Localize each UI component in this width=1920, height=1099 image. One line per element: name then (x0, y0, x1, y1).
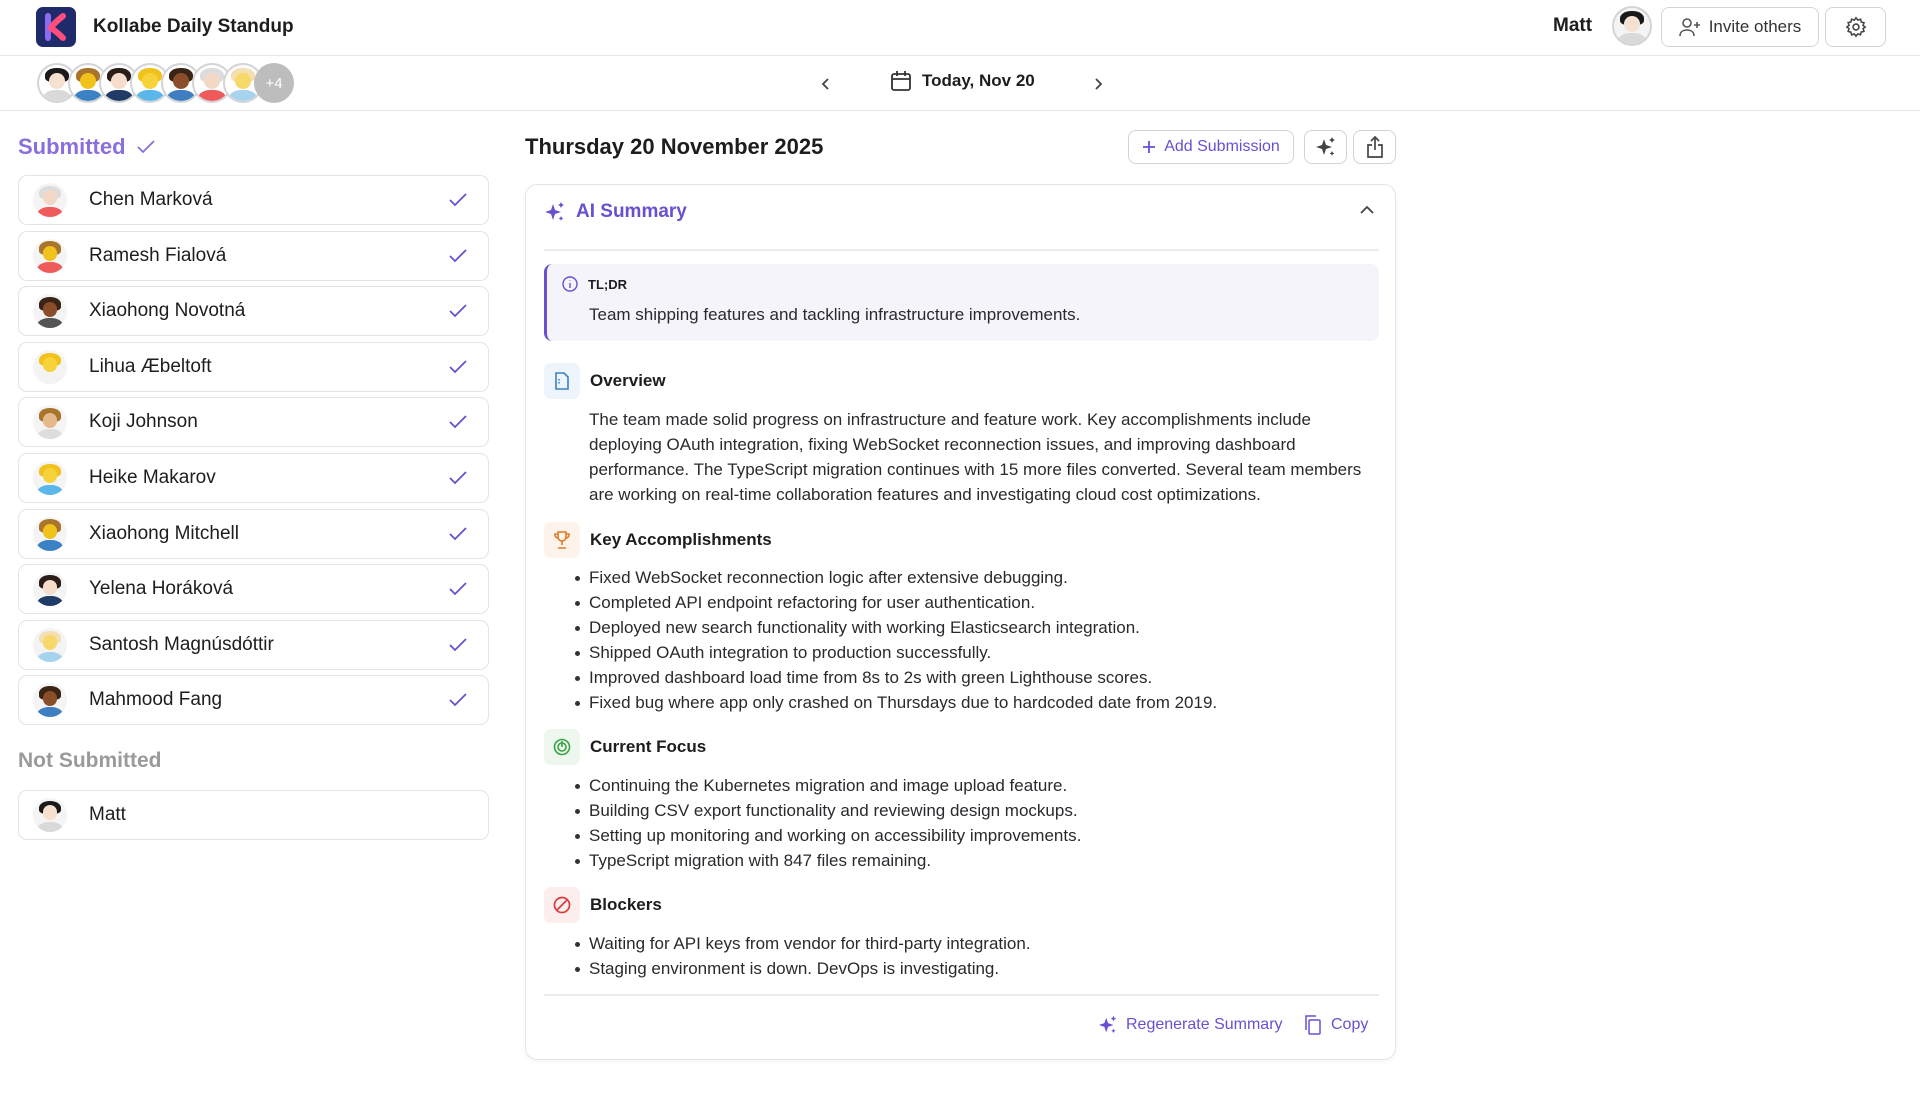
previous-day-button[interactable] (816, 72, 836, 96)
check-icon (136, 139, 156, 155)
check-icon (448, 359, 468, 375)
more-participants-badge[interactable]: +4 (254, 63, 294, 103)
avatar-face (111, 73, 127, 89)
share-button[interactable] (1353, 130, 1396, 164)
check-icon (448, 692, 468, 708)
not-submitted-heading: Not Submitted (18, 749, 162, 772)
list-item: TypeScript migration with 847 files remaining. (589, 848, 1081, 873)
participant-name: Yelena Horáková (89, 578, 234, 600)
avatar-face (49, 73, 65, 89)
calendar-icon (890, 70, 912, 92)
overview-text: The team made solid progress on infrastructure and feature work. Key accomplishments include deploying OAuth integration, fixing WebSocket reconnection issues, and improving dashboard performance. The TypeScript migration continues with 15 more files converted. Several team members are working on real-time collaboration features and investigating cloud cost optimizations. (589, 410, 1362, 504)
chevron-left-icon (821, 77, 831, 91)
avatar-body (37, 652, 63, 662)
participant-name: Chen Marková (89, 189, 213, 210)
participant-row[interactable] (18, 397, 489, 447)
avatar-face (173, 73, 189, 89)
avatar-face (43, 413, 58, 428)
sparkle-icon (544, 201, 566, 223)
avatar-face (142, 73, 158, 89)
info-icon (562, 276, 578, 292)
avatar-face (43, 302, 58, 317)
avatar-body (43, 90, 70, 103)
avatar (33, 461, 67, 495)
current-focus-heading: Current Focus (590, 737, 707, 756)
participant-name: Ramesh Fialová (89, 244, 227, 266)
ai-summary-card (525, 184, 1396, 1060)
avatar-face (43, 635, 58, 650)
list-item: Improved dashboard load time from 8s to 2s with green Lighthouse scores. (589, 665, 1217, 690)
avatar-face (204, 73, 220, 89)
chevron-up-icon (1359, 204, 1375, 216)
avatar-face (43, 190, 58, 205)
list-item: Building CSV export functionality and reviewing design mockups. (589, 798, 1081, 823)
trophy-icon (544, 522, 580, 558)
date-picker-button[interactable] (890, 70, 1035, 92)
accomplishments-heading: Key Accomplishments (590, 530, 772, 549)
participant-name: Xiaohong Mitchell (89, 522, 239, 544)
tldr-text: Team shipping features and tackling infrastructure improvements. (589, 305, 1081, 324)
list-item: Waiting for API keys from vendor for third-party integration. (589, 931, 1031, 956)
avatar-body (37, 262, 63, 272)
avatar-body (74, 90, 101, 103)
plus-icon (1142, 140, 1156, 154)
avatar (33, 683, 67, 717)
avatar-body (37, 207, 63, 217)
avatar (33, 517, 67, 551)
copy-button[interactable] (1305, 1015, 1368, 1035)
avatar-body (37, 429, 63, 439)
collapse-summary-button[interactable] (1359, 203, 1375, 221)
avatar (33, 350, 67, 384)
page-title: Thursday 20 November 2025 (525, 134, 824, 159)
current-focus-list (589, 773, 1081, 873)
avatar-face (1624, 16, 1640, 32)
divider (544, 249, 1379, 251)
avatar-body (37, 707, 63, 717)
list-item: Completed API endpoint refactoring for user authentication. (589, 590, 1217, 615)
avatar-body (37, 540, 63, 550)
check-icon (448, 192, 468, 208)
current-user-name: Matt (1553, 15, 1593, 36)
participant-name: Xiaohong Novotná (89, 300, 246, 322)
add-submission-label: Add Submission (1164, 138, 1280, 155)
participant-row[interactable] (18, 231, 489, 281)
avatar-body (37, 822, 63, 832)
avatar-face (43, 246, 58, 261)
gear-icon (1845, 16, 1867, 38)
avatar (33, 572, 67, 606)
app-title: Kollabe Daily Standup (93, 16, 294, 37)
add-submission-button[interactable] (1128, 130, 1294, 164)
sparkle-icon (1098, 1015, 1118, 1035)
avatar (33, 798, 67, 832)
avatar-body (198, 90, 225, 103)
list-item: Fixed bug where app only crashed on Thursdays due to hardcoded date from 2019. (589, 690, 1217, 715)
participant-name: Mahmood Fang (89, 689, 223, 711)
tldr-box (544, 264, 1379, 341)
avatar (33, 405, 67, 439)
avatar-body (167, 90, 194, 103)
participant-row[interactable] (18, 453, 489, 503)
accomplishments-list (589, 565, 1217, 715)
list-item: Fixed WebSocket reconnection logic after extensive debugging. (589, 565, 1217, 590)
share-icon (1366, 136, 1384, 158)
participant-row[interactable] (18, 564, 489, 614)
avatar-body (229, 90, 256, 103)
list-item: Shipped OAuth integration to production successfully. (589, 640, 1217, 665)
list-item: Staging environment is down. DevOps is investigating. (589, 956, 1031, 981)
avatar-face (43, 805, 58, 820)
list-item: Continuing the Kubernetes migration and image upload feature. (589, 773, 1081, 798)
avatar (33, 628, 67, 662)
check-icon (448, 303, 468, 319)
avatar-body (37, 374, 63, 384)
participant-row[interactable] (18, 620, 489, 670)
participant-row[interactable] (18, 509, 489, 559)
avatar-face (80, 73, 96, 89)
blockers-list (589, 931, 1031, 981)
participant-name: Heike Makarov (89, 467, 216, 488)
invite-others-label: Invite others (1708, 17, 1802, 36)
check-icon (448, 637, 468, 653)
date-label: Today, Nov 20 (922, 71, 1035, 90)
submitted-heading (18, 134, 156, 160)
list-item: Deployed new search functionality with working Elasticsearch integration. (589, 615, 1217, 640)
avatar-face (43, 468, 58, 483)
participant-row[interactable] (18, 675, 489, 725)
check-icon (448, 581, 468, 597)
participant-name: Matt (89, 804, 126, 825)
avatar (33, 239, 67, 273)
participant-name: Santosh Magnúsdóttir (89, 633, 274, 655)
check-icon (448, 248, 468, 264)
participant-row[interactable] (18, 342, 489, 392)
regenerate-summary-label: Regenerate Summary (1126, 1016, 1283, 1033)
avatar (33, 183, 67, 217)
divider (544, 994, 1379, 996)
participant-name: Koji Johnson (89, 411, 198, 433)
avatar-face (43, 691, 58, 706)
submitted-heading-label: Submitted (18, 134, 126, 159)
regenerate-summary-button[interactable] (1098, 1015, 1283, 1035)
avatar-face (43, 524, 58, 539)
sparkle-icon (1315, 136, 1337, 158)
check-icon (448, 414, 468, 430)
ai-sparkle-button[interactable] (1304, 130, 1347, 164)
target-icon (544, 729, 580, 765)
avatar-face (235, 73, 251, 89)
blocked-icon (544, 887, 580, 923)
check-icon (448, 526, 468, 542)
ai-summary-title: AI Summary (576, 201, 687, 222)
copy-icon (1305, 1015, 1321, 1035)
avatar-body (105, 90, 132, 103)
blockers-heading: Blockers (590, 895, 662, 914)
participant-row[interactable] (18, 175, 489, 225)
participant-name: Lihua Æbeltoft (89, 355, 212, 377)
participant-row[interactable] (18, 790, 489, 840)
avatar-body (37, 485, 63, 495)
avatar-face (43, 580, 58, 595)
avatar-body (37, 596, 63, 606)
invite-others-button[interactable] (1661, 7, 1819, 47)
avatar-body (37, 318, 63, 328)
ai-summary-header[interactable] (544, 201, 687, 223)
user-plus-icon (1679, 17, 1701, 37)
chevron-right-icon (1093, 77, 1103, 91)
participant-row[interactable] (18, 286, 489, 336)
avatar-body (136, 90, 163, 103)
kollabe-logo[interactable] (36, 7, 76, 47)
current-user-avatar[interactable] (1612, 6, 1652, 46)
document-icon (544, 363, 580, 399)
next-day-button[interactable] (1088, 72, 1108, 96)
copy-label: Copy (1331, 1016, 1369, 1033)
list-item: Setting up monitoring and working on accessibility improvements. (589, 823, 1081, 848)
tldr-label: TL;DR (588, 276, 627, 292)
check-icon (448, 470, 468, 486)
participant-avatar-stack[interactable] (37, 63, 294, 103)
overview-heading: Overview (590, 371, 666, 390)
settings-button[interactable] (1825, 7, 1886, 47)
avatar-face (43, 357, 58, 372)
avatar (33, 294, 67, 328)
